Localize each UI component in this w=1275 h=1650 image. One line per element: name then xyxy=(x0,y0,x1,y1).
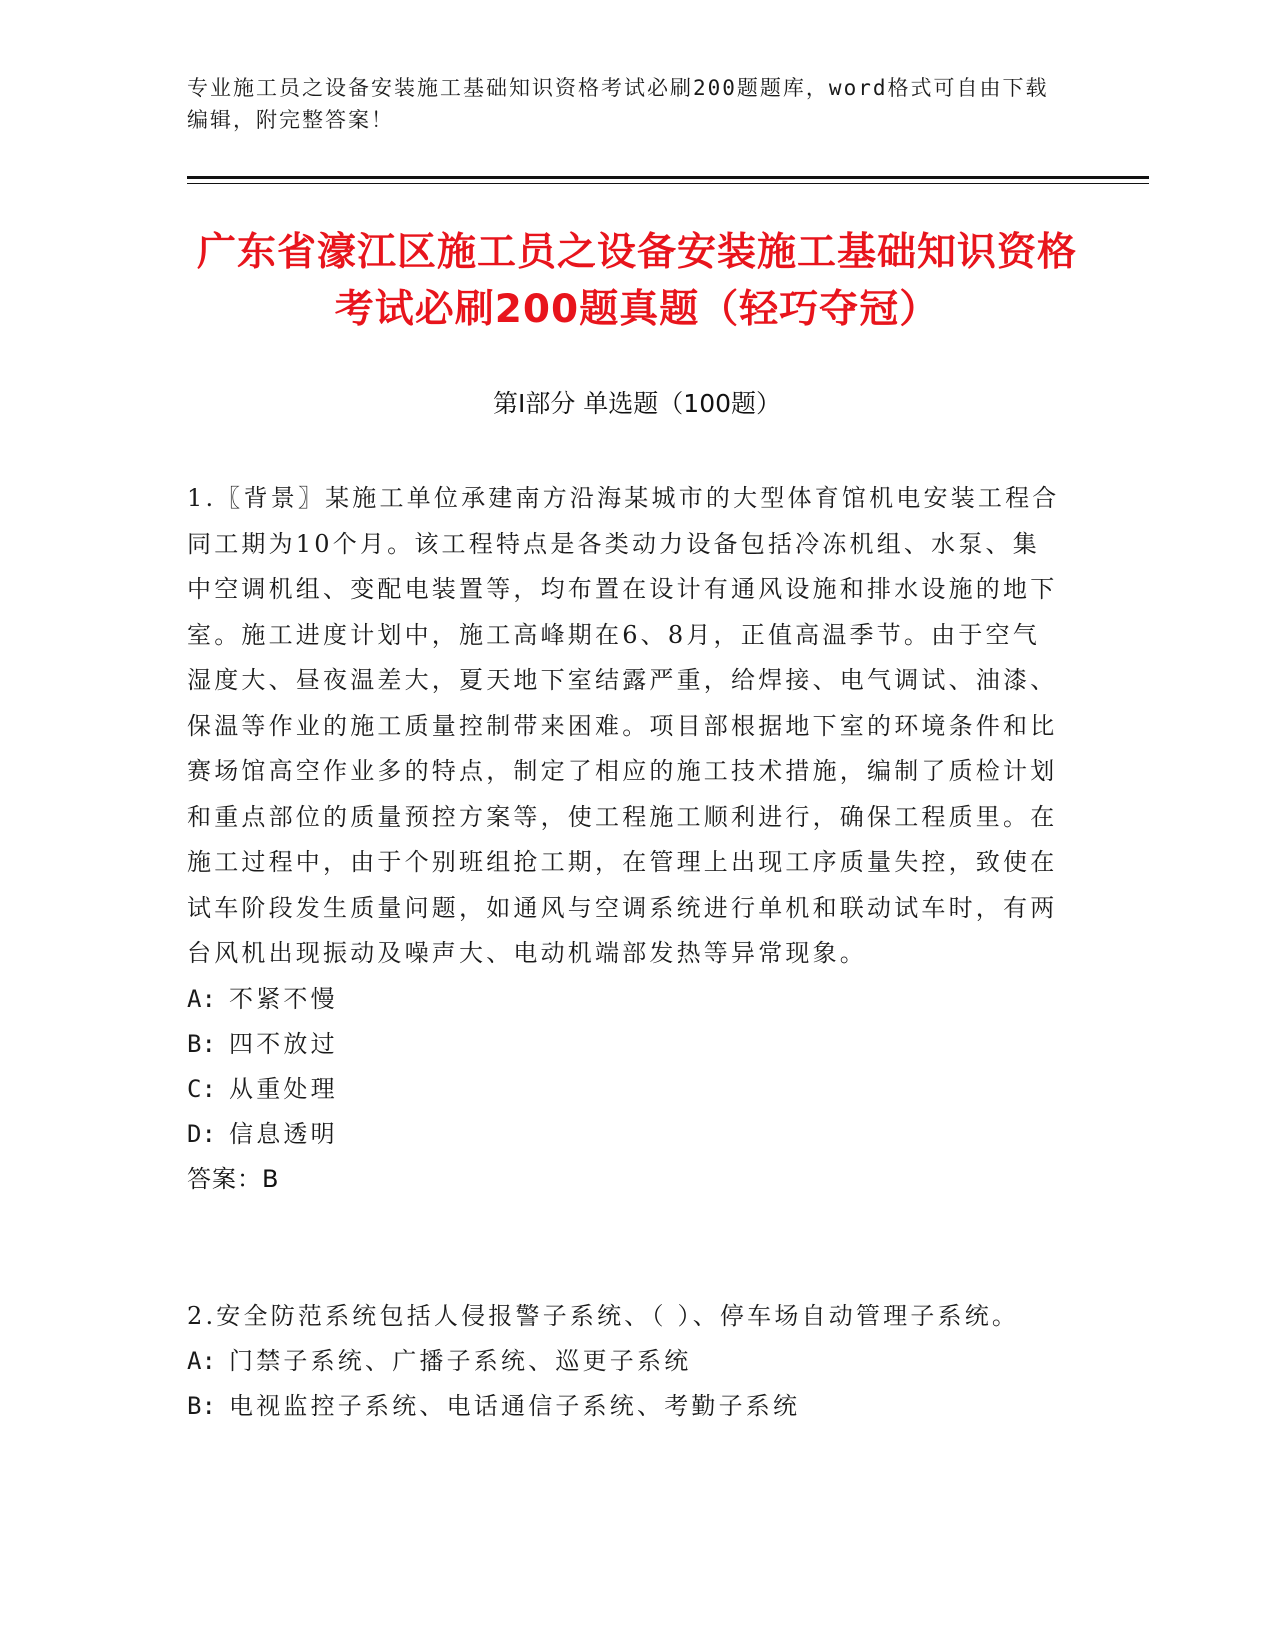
option-letter: B: xyxy=(187,1392,216,1420)
option-c xyxy=(187,1067,1067,1112)
option-letter: B: xyxy=(187,1029,216,1058)
header-rule-thick xyxy=(187,176,1149,179)
option-text: 电视监控子系统、电话通信子系统、考勤子系统 xyxy=(229,1392,801,1420)
question-2 xyxy=(187,1293,1067,1429)
option-text: 门禁子系统、广播子系统、巡更子系统 xyxy=(229,1347,692,1375)
option-b xyxy=(187,1022,1067,1067)
option-text: 从重处理 xyxy=(229,1074,338,1103)
document-title: 广东省濠江区施工员之设备安装施工基础知识资格考试必刷200题真题（轻巧夺冠） xyxy=(196,230,1077,332)
option-letter: D: xyxy=(187,1119,216,1148)
option-letter: C: xyxy=(187,1074,216,1103)
header-rule-thin xyxy=(187,183,1149,184)
option-letter: A: xyxy=(187,1347,216,1375)
question-stem: 2.安全防范系统包括人侵报警子系统、（ ）、停车场自动管理子系统。 xyxy=(187,1302,1020,1330)
option-d xyxy=(187,1112,1067,1157)
option-text: 不紧不慢 xyxy=(229,984,338,1013)
answer-line: 答案：B xyxy=(187,1164,280,1193)
question-stem: 1.〖背景〗某施工单位承建南方沿海某城市的大型体育馆机电安装工程合同工期为10个月。该工程特点是各类动力设备包括冷冻机组、水泵、集中空调机组、变配电装置等，均布置在设计有通风设施和排水设施的地下室。施工进度计划中，施工高峰期在6、8月，正值高温季节。由于空气湿度大、昼夜温差大，夏天地下室结露严重，给焊接、电气调试、油漆、保温等作业的施工质量控制带来困难。项目部根据地下室的环境条件和比赛场馆高空作业多的特点，制定了相应的施工技术措施，编制了质检计划和重点部位的质量预控方案等，使工程施工顺利进行，确保工程质里。在施工过程中，由于个别班组抢工期，在管理上出现工序质量失控，致使在试车阶段发生质量问题，如通风与空调系统进行单机和联动试车时，有两台风机出现振动及噪声大、电动机端部发热等异常现象。 xyxy=(187,484,1060,967)
option-text: 信息透明 xyxy=(229,1119,338,1148)
option-a xyxy=(187,1339,1067,1384)
section-heading: 第Ⅰ部分 单选题（100题） xyxy=(492,389,782,418)
option-a xyxy=(187,977,1067,1022)
option-letter: A: xyxy=(187,984,216,1013)
question-1 xyxy=(187,476,1067,1201)
option-b xyxy=(187,1384,1067,1429)
header-note: 专业施工员之设备安装施工基础知识资格考试必刷200题题库，word格式可自由下载编辑，附完整答案！ xyxy=(187,76,1049,132)
option-text: 四不放过 xyxy=(229,1029,338,1058)
